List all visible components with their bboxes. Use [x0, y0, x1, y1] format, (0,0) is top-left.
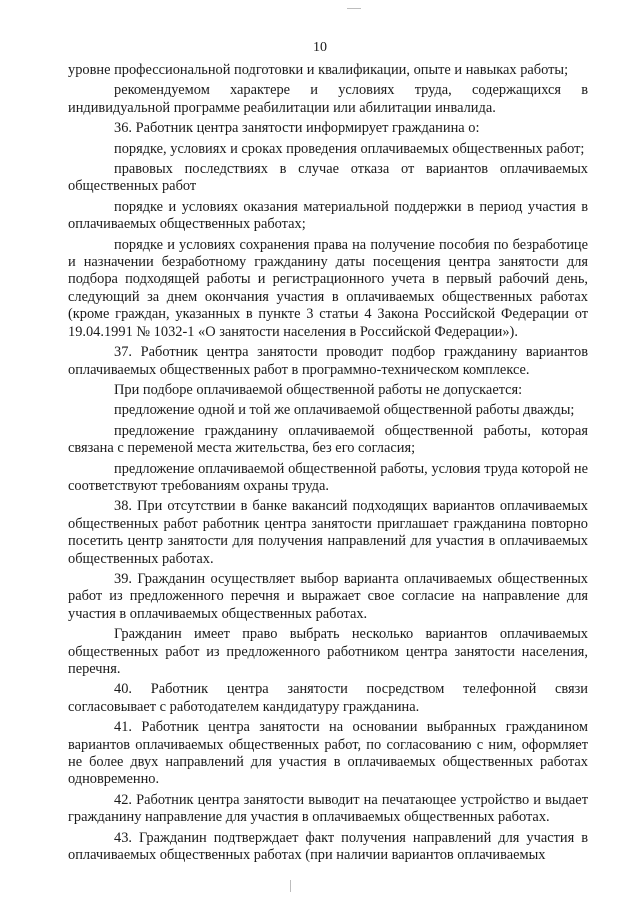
scan-artifact — [347, 8, 361, 9]
paragraph: 39. Гражданин осуществляет выбор варианта оплачиваемых общественных работ из предложенного перечня и выражает свое согласие на направление для участия в оплачиваемых общественных работах. — [68, 570, 588, 622]
paragraph: 36. Работник центра занятости информирует гражданина о: — [114, 120, 480, 137]
paragraph: При подборе оплачиваемой общественной работы не допускается: — [114, 381, 523, 398]
paragraph: 42. Работник центра занятости выводит на печатающее устройство и выдает гражданину направление для участия в оплачиваемых общественных работах. — [68, 791, 588, 826]
paragraph: порядке и условиях сохранения права на получение пособия по безработице и назначении безработному гражданину даты посещения центра занятости для подбора подходящей работы и регистрационного учета в первый рабочий день, следующий за днем окончания участия в оплачиваемых общественных работах (кроме граждан, указанных в пункте 3 статьи 4 Закона Российской Федерации от 19.04.1991 № 1032-1 «О занятости населения в Российской Федерации»). — [68, 236, 588, 340]
paragraph: предложение оплачиваемой общественной работы, условия труда которой не соответствуют требованиям охраны труда. — [68, 460, 588, 494]
paragraph: рекомендуемом характере и условиях труда, содержащихся в индивидуальной программе реабилитации или абилитации инвалида. — [68, 82, 588, 116]
body-text — [68, 62, 588, 867]
paragraph: порядке, условиях и сроках проведения оплачиваемых общественных работ; — [114, 140, 585, 157]
paragraph: порядке и условиях оказания материальной поддержки в период участия в оплачиваемых общественных работах; — [68, 198, 588, 233]
paragraph: Гражданин имеет право выбрать несколько вариантов оплачиваемых общественных работ из предложенного работником центра занятости населения, перечня. — [68, 626, 588, 677]
paragraph: правовых последствиях в случае отказа от вариантов оплачиваемых общественных работ — [68, 161, 588, 195]
paragraph: 41. Работник центра занятости на основании выбранных гражданином вариантов оплачиваемых общественных работ, по согласованию с ним, оформляет не более двух направлений для участия в оплачиваемых общественных работах одновременно. — [68, 719, 588, 788]
paragraph: уровне профессиональной подготовки и квалификации, опыте и навыках работы; — [68, 62, 569, 78]
paragraph: предложение одной и той же оплачиваемой общественной работы дважды; — [114, 402, 575, 419]
paragraph: 43. Гражданин подтверждает факт получения направлений для участия в оплачиваемых общественных работах (при наличии вариантов оплачиваемых — [68, 829, 588, 864]
paragraph: предложение гражданину оплачиваемой общественной работы, которая связана с переменой места жительства, без его согласия; — [68, 422, 588, 457]
paragraph: 37. Работник центра занятости проводит подбор гражданину вариантов оплачиваемых общественных работ в программно-техническом комплексе. — [68, 344, 588, 378]
paragraph: 38. При отсутствии в банке вакансий подходящих вариантов оплачиваемых общественных работ работник центра занятости приглашает гражданина повторно посетить центр занятости для получения направлений для участия в оплачиваемых общественных работах. — [68, 498, 588, 567]
page-number: 10 — [313, 40, 327, 55]
paragraph: 40. Работник центра занятости посредством телефонной связи согласовывает с работодателем кандидатуру гражданина. — [68, 681, 588, 715]
scan-artifact — [290, 880, 291, 892]
